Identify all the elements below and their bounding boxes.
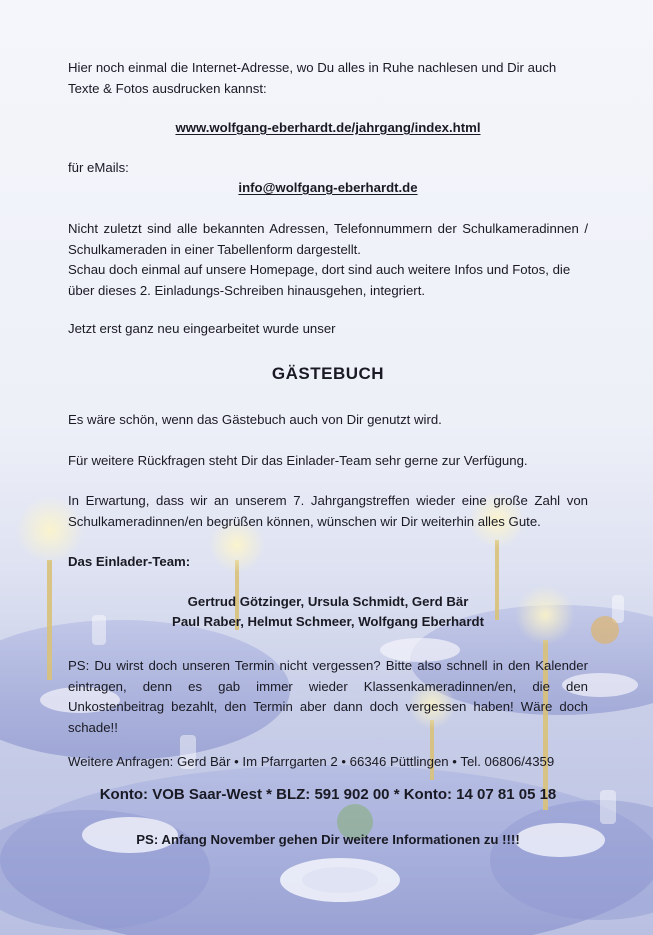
contact-line: Weitere Anfragen: Gerd Bär • Im Pfarrgarten 2 • 66346 Püttlingen • Tel. 06806/4359: [68, 754, 555, 769]
homepage-paragraph: Schau doch einmal auf unsere Homepage, dort sind auch weitere Infos und Fotos, die über dieses 2. Einladungs-Schreiben hinausgehen, integriert.: [68, 262, 571, 298]
intro-paragraph: Hier noch einmal die Internet-Adresse, wo Du alles in Ruhe nachlesen und Dir auch Texte & Fotos ausdrucken kannst:: [68, 60, 557, 96]
team-members-line-1: Gertrud Götzinger, Ursula Schmidt, Gerd Bär: [187, 594, 469, 609]
addresses-paragraph: Nicht zuletzt sind alle bekannten Adressen, Telefonnummern der Schulkameradinnen / Schulkameraden in einer Tabellenform dargestellt.: [68, 221, 588, 257]
team-heading: Das Einlader-Team:: [68, 554, 191, 569]
new-feature-text: Jetzt erst ganz neu eingearbeitet wurde unser: [68, 321, 336, 336]
bank-details: Konto: VOB Saar-West * BLZ: 591 902 00 * Konto: 14 07 81 05 18: [99, 786, 557, 803]
website-link[interactable]: www.wolfgang-eberhardt.de/jahrgang/index.html: [175, 120, 481, 135]
guestbook-title: GÄSTEBUCH: [271, 364, 385, 383]
closing-paragraph: In Erwartung, dass wir an unserem 7. Jahrgangstreffen wieder eine große Zahl von Schulkameradinnen/en begrüßen können, wünschen wir Dir weiterhin alles Gute.: [68, 493, 588, 529]
guestbook-text: Es wäre schön, wenn das Gästebuch auch von Dir genutzt wird.: [68, 412, 442, 427]
ps-information-notice: PS: Anfang November gehen Dir weitere Informationen zu !!!!: [136, 832, 520, 847]
email-label: für eMails:: [68, 160, 129, 175]
team-members-line-2: Paul Raber, Helmut Schmeer, Wolfgang Eberhardt: [172, 614, 484, 629]
email-link[interactable]: info@wolfgang-eberhardt.de: [238, 180, 418, 195]
ps-reminder-paragraph: PS: Du wirst doch unseren Termin nicht vergessen? Bitte also schnell in den Kalender eintragen, denn es gab immer wieder Klassenkameradinnen/en, die den Unkostenbeitrag bezahlt, den Termin aber dann doch vergessen haben! Wäre doch schade!!: [68, 658, 588, 735]
questions-text: Für weitere Rückfragen steht Dir das Einlader-Team sehr gerne zur Verfügung.: [68, 453, 528, 468]
